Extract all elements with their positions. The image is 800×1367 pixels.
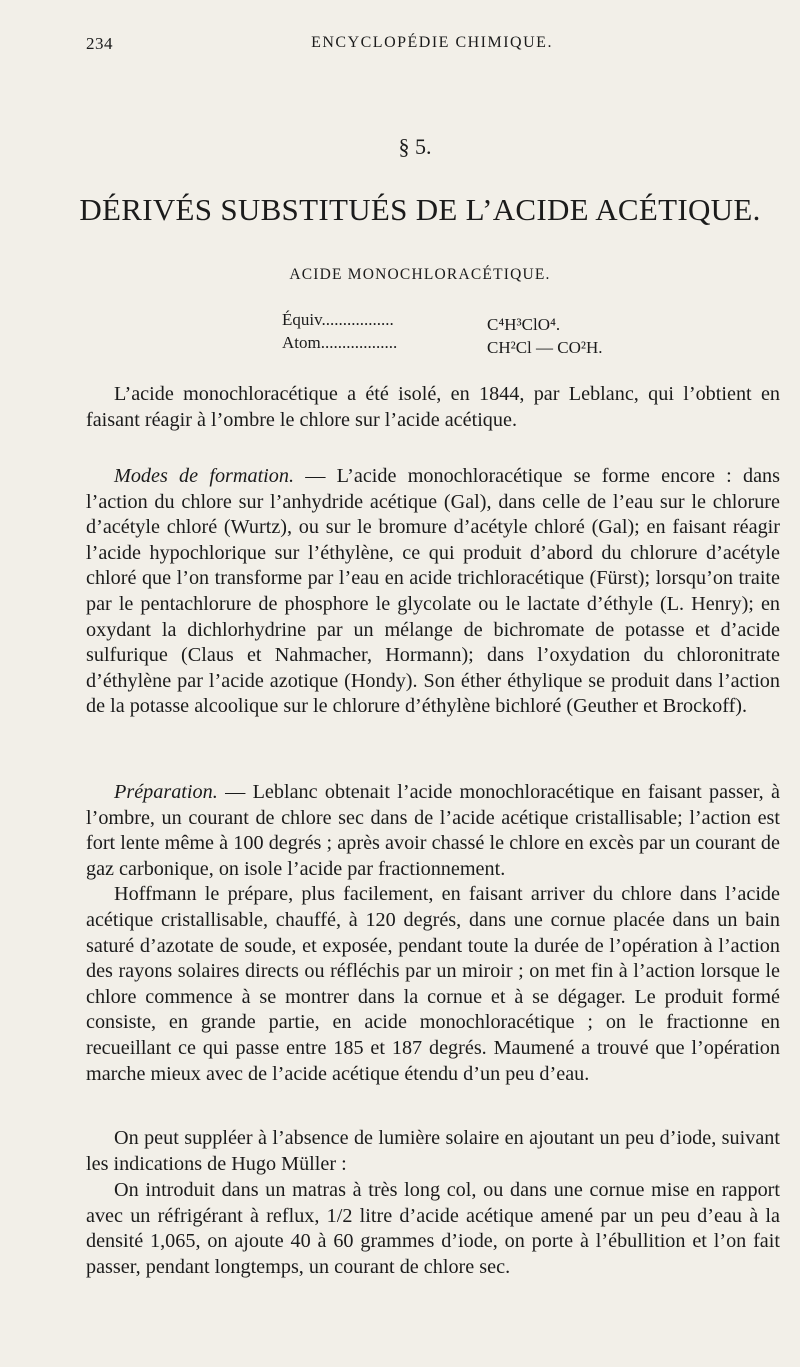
paragraph-text: — L’acide monochloracétique se forme encore : dans l’action du chlore sur l’anhydride acétique (Gal), dans celle de l’eau sur le chlorure d’acétyle chloré (Wurtz), ou sur le bromure d’acétyle chloré (Gal); en faisant réagir l’acide hypochlorique sur l’éthylène, ce qui produit d’abord du chlorure d’acétyle chloré que l’on transforme par l’eau en acide trichloracétique (Fürst); lorsqu’on traite par le pentachlorure de phosphore le glycolate ou le lactate d’éthyle (L. Henry); en oxydant la dichlorhydrine par un mélange de bichromate de potasse et d’acide sulfurique (Claus et Nahmacher, Hormann); dans l’oxydation du chloronitrate d’éthylène par l’acide azotique (Hondy). Son éther éthylique se produit dans l’action de la potasse alcoolique sur le chlorure d’éthylène bichloré (Geuther et Brockoff). bbox=[86, 465, 780, 718]
modes-heading: Modes de formation. bbox=[114, 465, 295, 487]
page-number: 234 bbox=[86, 34, 113, 53]
intro-paragraph bbox=[86, 382, 780, 433]
procedure-paragraph bbox=[86, 1178, 780, 1280]
running-title: ENCYCLOPÉDIE CHIMIQUE. bbox=[311, 34, 553, 51]
formula-label: Équiv................. bbox=[282, 310, 394, 329]
paragraph-text: On peut suppléer à l’absence de lumière solaire en ajoutant un peu d’iode, suivant les indications de Hugo Müller : bbox=[86, 1127, 780, 1175]
section-title: DÉRIVÉS SUBSTITUÉS DE L’ACIDE ACÉTIQUE. bbox=[79, 192, 761, 227]
paragraph-text: L’acide monochloracétique a été isolé, en 1844, par Leblanc, qui l’obtient en faisant réagir à l’ombre le chlore sur l’acide acétique. bbox=[86, 383, 780, 431]
compound-name: ACIDE MONOCHLORACÉTIQUE. bbox=[289, 266, 551, 283]
paragraph-text: — Leblanc obtenait l’acide monochloracétique en faisant passer, à l’ombre, un courant de chlore sec dans de l’acide acétique cristallisable; l’action est fort lente même à 100 degrés ; après avoir chassé le chlore en excès par un courant de gaz carbonique, on isole l’acide par fractionnement. bbox=[86, 781, 780, 880]
formula-atom bbox=[282, 333, 702, 358]
hoffmann-paragraph: Hoffmann le prépare, plus facilement, en faisant arriver du chlore dans l’acide acétique cristallisable, chauffé, à 120 degrés, dans une cornue placée dans un bain saturé d’azotate de soude, et exposée, pendant toute la durée de l’opération à l’action des rayons solaires directs ou réfléchis par un miroir ; on met fin à l’action lorsque le chlore commence à se montrer dans la cornue et à se dégager. Le produit formé consiste, en grande partie, en acide monochloracétique ; on le fractionne en recueillant ce qui passe entre 185 et 187 degrés. Maumené a trouvé que l’opération marche mieux avec de l’acide acétique étendu d’un peu d’eau. bbox=[86, 883, 780, 1085]
formula-value: CH²Cl — CO²H. bbox=[487, 338, 603, 357]
preparation-heading: Préparation. bbox=[114, 781, 218, 803]
formula-value: C⁴H³ClO⁴. bbox=[487, 315, 561, 334]
formula-equiv bbox=[282, 310, 702, 335]
modes-paragraph bbox=[86, 464, 780, 720]
iodine-paragraph bbox=[86, 1126, 780, 1177]
section-number: § 5. bbox=[398, 134, 432, 159]
formula-label: Atom.................. bbox=[282, 333, 398, 352]
paragraph-text: On introduit dans un matras à très long col, ou dans une cornue mise en rapport avec un réfrigérant à reflux, 1/2 litre d’acide acétique amené par un peu d’eau à la densité 1,065, on ajoute 40 à 60 grammes d’iode, on porte à l’ébullition et l’on fait passer, pendant longtemps, un courant de chlore sec. bbox=[86, 1179, 780, 1278]
preparation-section bbox=[86, 780, 780, 1087]
page-header bbox=[86, 34, 738, 58]
